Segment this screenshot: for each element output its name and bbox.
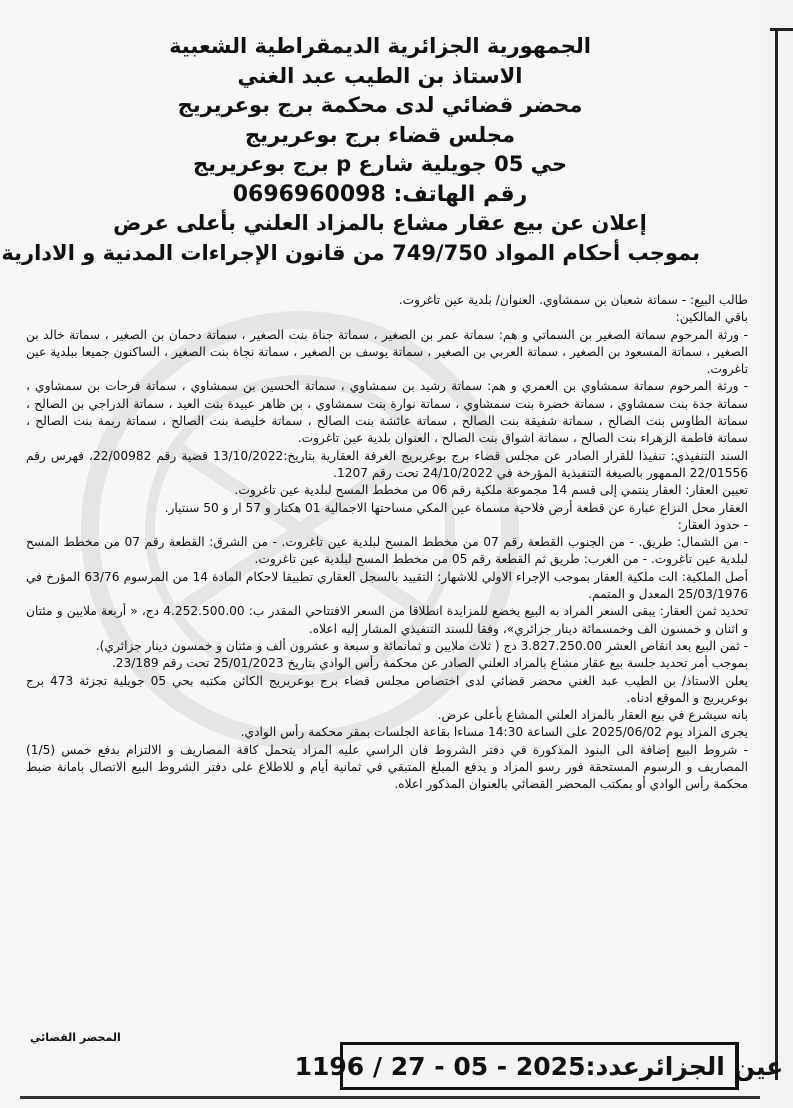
republic-title: الجمهورية الجزائرية الديمقراطية الشعبية	[169, 34, 591, 58]
heirs-group-1: - ورثة المرحوم سماتة الصغير بن السماتي و هم: سماتة عمر بن الصغير ، سماتة جناة بنت الصغير ، سماتة دحمان بن الصغير ، سماتة خالد بن الصغير ، سماتة المسعود بن الصغير ، سماتة العربي بن الصغير ، سماتة يوسف بن الصغير ، سماتة نجاة بنت الصغير ، الساكنون جميعا ببلدية عين تاغروت.	[26, 327, 748, 377]
announcement-header	[1, 32, 700, 268]
boundaries-detail: - من الشمال: طريق. - من الجنوب القطعة رقم 07 من مخطط المسح لبلدية عين تاغروت. - من الشرق: القطعة رقم 07 من مخطط المسح لبلدية عين تاغروت. - من الغرب: طريق ثم القطعة رقم 05 من مخطط المسح لبلدية عين تاغروت.	[26, 535, 749, 567]
sale-conditions: - شروط البيع إضافة الى البنود المذكورة في دفتر الشروط فان الراسي عليه المزاد يتحمل كافة المصاريف و الالتزام بدفع خمس (1/5) المصاريف و الرسوم المستحقة فور رسو المزاد و يدفع المبلغ المتبقي في ثمانية أيام و للاطلاع على دفتر الشروط البيع الاتصال بامانة ضبط محكمة رأس الوادي أو بمكتب المحضر القضائي بالعنوان المذكور اعلاه.	[26, 742, 748, 792]
reduced-price: - ثمن البيع بعد انقاص العشر 3.827.250.00 دج ( ثلاث ملايين و ثمانمائة و سبعة و عشرون ألف و مئتان و خمسون دينار جزائري).	[95, 638, 748, 653]
bailiff-announcement: يعلن الاستاذ/ بن الطيب عبد الغني محضر قضائي لدى اختصاص مجلس قضاء برج بوعريريج الكائن مكتبه بحي 05 جويلية تجزئة 473 برج بوعريريج و الموقع ادناه.	[26, 673, 748, 705]
phone-number: رقم الهاتف: 0696960098	[232, 181, 528, 207]
boundaries-heading: - حدود العقار:	[677, 517, 748, 532]
heirs-group-2: - ورثة المرحوم سماتة سمشاوي بن العمري و هم: سماتة رشيد بن سمشاوي ، سماتة الحسين بن سمشاوي ، سماتة فرحات بن سمشاوي ، سماتة جدة بنت سمشاوي ، سماتة خضرة بنت سمشاوي ، سماتة نوارة بنت سمشاوي ، بن ظاهر عبيدة بنت العيد ، سماتة الدراجي بن الصالح ، سماتة الطاوس بنت الصالح ، سماتة شفيقة بنت الصالح ، سماتة عائشة بنت الصالح ، سماتة خليصة بنت الصالح ، سماتة ربمة بنت الصالح ، سماتة فاطمة الزهراء بنت الصالح ، سماتة اشواق بنت الصالح ، العنوان بلدية عين تاغروت.	[26, 379, 748, 446]
bottom-rule	[20, 1096, 760, 1099]
issue-label: عين الجزائرعدد:	[585, 1051, 784, 1081]
bailiff-name: الاستاذ بن الطيب عبد الغني	[237, 63, 523, 88]
price-determination: تحديد ثمن العقار: يبقى السعر المراد به البيع يخضع للمزايدة انطلاقا من السعر الافتتاحي المقدر ب: 4.252.500.00 دج، « أربعة ملايين و مئتان و اثنان و خمسون الف وخمسمائة دينار جزائري»، وفقا للسند التنفيذي المشار إليه اعلاه.	[26, 604, 748, 636]
hearing-order: بموجب أمر تحديد جلسة بيع عقار مشاع بالمزاد العلني الصادر عن محكمة رأس الوادي بتاريخ 25/01/2023 تحت رقم 23/189.	[111, 656, 748, 671]
office-address: حي 05 جويلية شارع p برج بوعريريج	[192, 152, 568, 176]
issue-box	[294, 1042, 784, 1090]
auction-date: يجرى المزاد يوم 2025/06/02 على الساعة 14:30 مساءا بقاعة الجلسات بمقر محكمة رأس الوادي.	[240, 725, 748, 740]
column-rule-top	[770, 28, 793, 31]
legal-basis: بموجب أحكام المواد 749/750 من قانون الإجراءات المدنية و الادارية	[1, 240, 700, 265]
issue-number-date: 1196 / 27 - 05 - 2025	[294, 1051, 586, 1081]
ownership-origin: أصل الملكية: الت ملكية العقار بموجب الإجراء الاولي للاشهار: التقييد بالسجل العقاري تطبيقا لاحكام المادة 14 من المرسوم 63/76 المؤرخ في 25/03/1976 المعدل و المتمم.	[26, 569, 749, 602]
other-owners-heading: باقي المالكين:	[675, 310, 748, 325]
sale-requester: طالب البيع: - سماتة شعبان بن سمشاوي. العنوان/ بلدية عين تاغروت.	[398, 293, 748, 307]
announcement-title: إعلان عن بيع عقار مشاع بالمزاد العلني بأعلى عرض	[113, 211, 647, 235]
column-rule	[775, 30, 778, 1080]
property-description: العقار محل النزاع عبارة عن قطعة أرض فلاحية مسماة عين المكي مساحتها الاجمالية 01 هكتار و 57 ار و 50 سنتيار.	[164, 500, 748, 515]
announcement-body	[26, 292, 748, 794]
property-designation: تعيين العقار: العقار ينتمي إلى قسم 14 مجموعة ملكية رقم 06 من مخطط المسح لبلدية عين تاغروت.	[234, 483, 748, 498]
bailiff-court: محضر قضائي لدى محكمة برج بوعريريج	[177, 93, 583, 117]
executive-title: السند التنفيذي: تنفيذا للقرار الصادر عن مجلس قضاء برج بوعريريج الغرفة العقارية بتاريخ:13/10/2022 قضية رقم 22/00982، فهرس رقم 22/01556 الممهور بالصيغة التنفيذية المؤرخة في 24/10/2022 تحت رقم 1207.	[26, 448, 748, 480]
sale-start: بانه سيشرع في بيع العقار بالمزاد العلني المشاع بأعلى عرض.	[437, 708, 748, 723]
signature-label: المحضر القضائي	[30, 1031, 121, 1044]
judicial-council: مجلس قضاء برج بوعريريج	[245, 122, 515, 147]
